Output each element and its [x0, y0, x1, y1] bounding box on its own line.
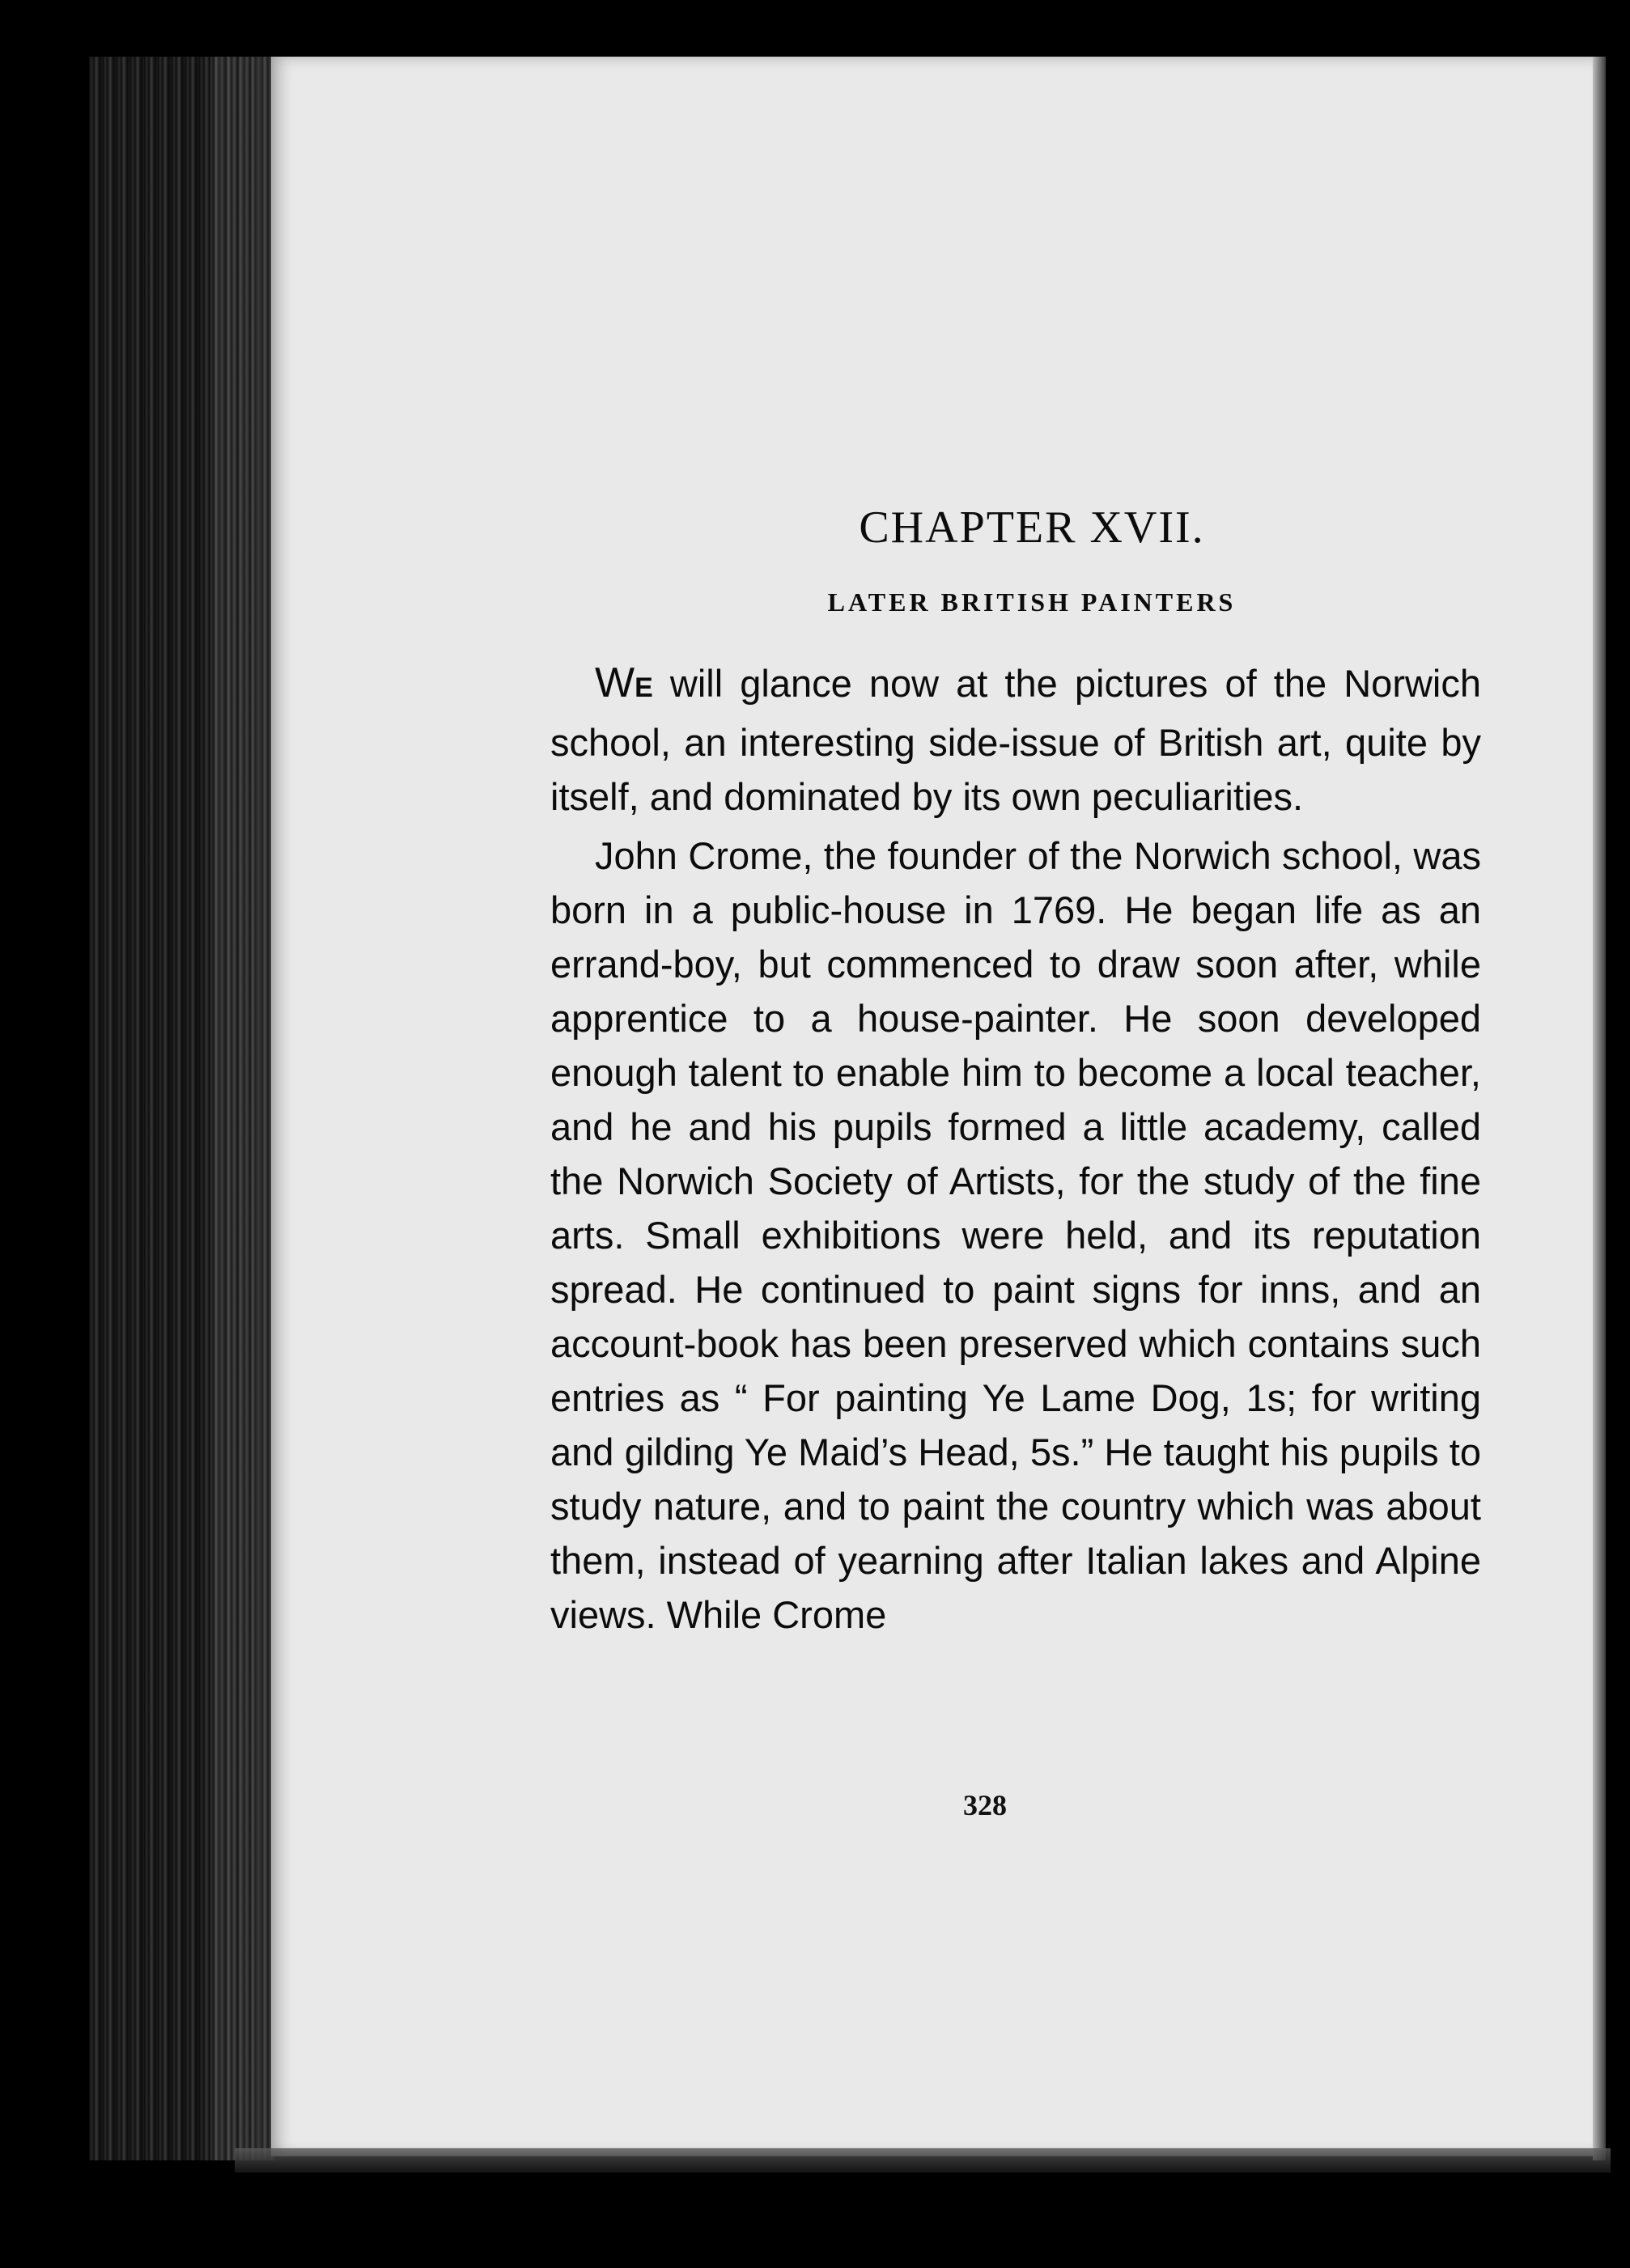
paragraph-1-small-cap: E	[635, 672, 653, 703]
paragraph-1-text: will glance now at the pictures of the Norwich school, an interesting side-issue of British art, quite by itself, and dominated by its own peculiarities.	[550, 662, 1481, 818]
page-number: 328	[963, 1789, 1007, 1821]
chapter-subtitle: LATER BRITISH PAINTERS	[827, 587, 1237, 617]
book-page-edges	[89, 57, 275, 2160]
paragraph-2: John Crome, the founder of the Norwich school, was born in a public-house in 1769. He began life as an errand-boy, but commenced to draw soon after, while apprentice to a house-painter. He soon developed enough talent to enable him to become a local teacher, and he and his pupils formed a little academy, called the Norwich Society of Artists, for the study of the fine arts. Small exhibitions were held, and its reputation spread. He continued to paint signs for inns, and an account-book has been preserved which contains such entries as “ For painting Ye Lame Dog, 1s; for writing and gilding Ye Maid’s Head, 5s.” He taught his pupils to study nature, and to paint the country which was about them, instead of yearning after Italian lakes and Alpine views. While Crome	[550, 834, 1481, 1636]
paragraph-1	[550, 656, 1481, 824]
paragraph-1-initial: W	[595, 659, 635, 706]
chapter-heading: CHAPTER XVII.	[859, 502, 1205, 553]
text-block	[550, 502, 1481, 1642]
page-right-edge	[1593, 57, 1606, 2160]
page-bottom-edge	[235, 2148, 1611, 2173]
